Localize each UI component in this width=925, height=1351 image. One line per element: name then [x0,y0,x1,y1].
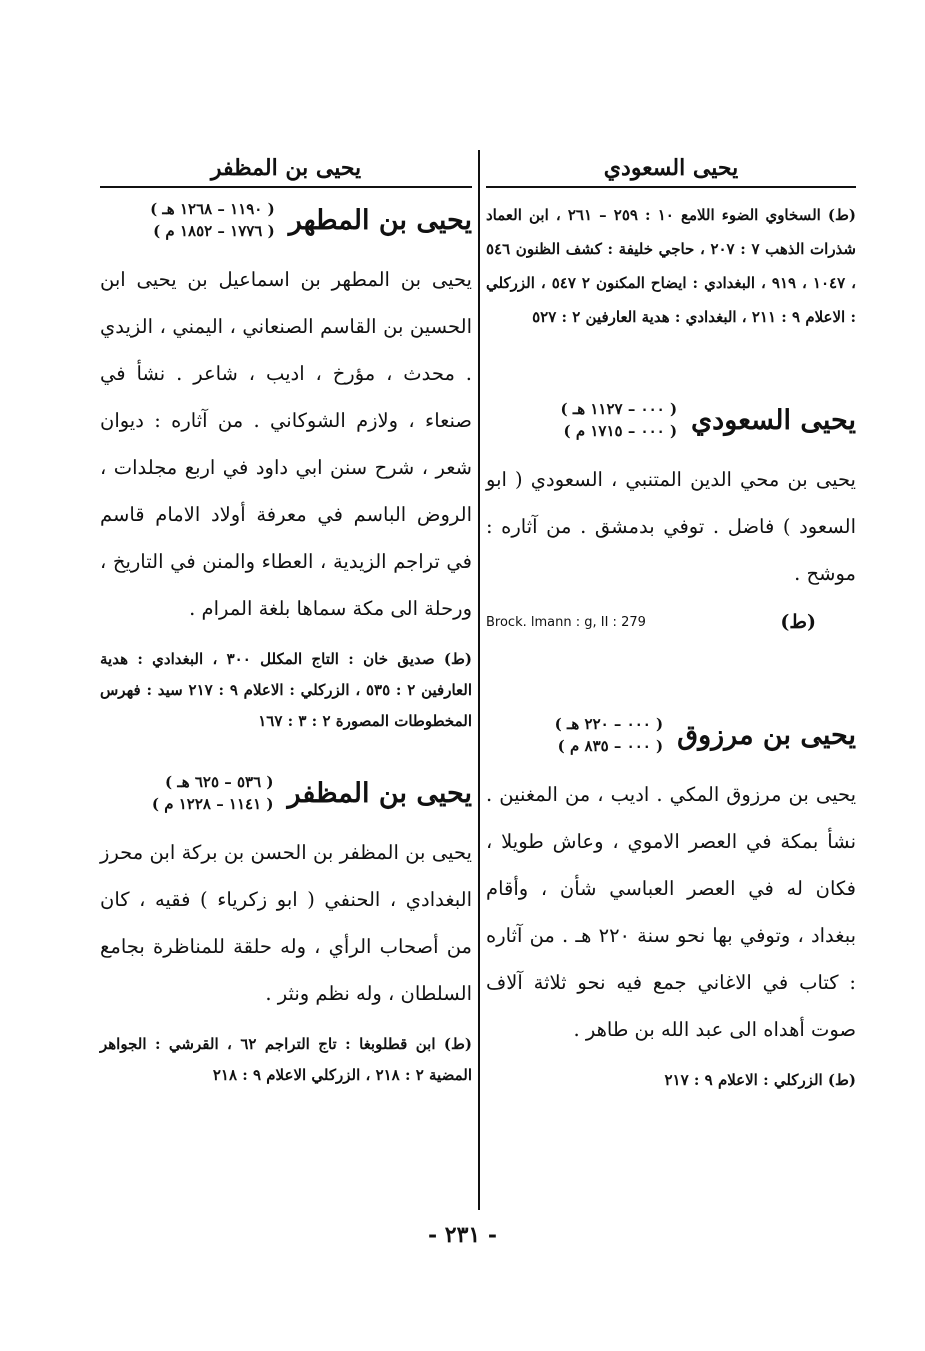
entry-yahya-ibn-al-mutahhar [100,198,472,737]
entry-text: يحيى بن المطهر بن اسماعيل بن يحيى ابن الحسين بن القاسم الصنعاني ، اليمني ، الزيدي . محدث ، مؤرخ ، اديب ، شاعر . نشأ في صنعاء ، ولازم الشوكاني . من آثاره : ديوان شعر ، شرح سنن ابي داود في اربع مجلدات ، الروض الباسم في معرفة أولاد الامام قاسم في تراجم الزيدية ، العطاء والمنن في التاريخ ، ورحلة الى مكة سماها بلغة المرام . [100,268,472,620]
entry-dates [555,713,663,757]
entry-heading [100,198,472,242]
entry-dates [150,198,275,242]
entry-name: يحيى بن المظفر [287,777,472,809]
entry-name: يحيى السعودي [691,404,856,436]
header-rule-right [486,186,856,188]
entry-heading [100,771,472,815]
entry-yahya-al-saudi [486,398,856,633]
entry-refs: (ط) صديق خان : التاج المكلل ٣٠٠ ، البغدادي : هدية العارفين ٢ : ٥٣٥ ، الزركلي : الاعلام ٩ : ٢١٧ سيد : فهرس المخطوطات المصورة ٢ : ٣ : ١٦٧ [100,650,472,730]
entry-text: يحيى بن مرزوق المكي . اديب ، من المغنين . نشأ بمكة في العصر الاموي ، وعاش طويلا ، فكان له في العصر العباسي شأن ، وأقام ببغداد ، وتوفي بها نحو سنة ٢٢٠ هـ . من آثاره : كتاب في الاغاني جمع فيه نحو ثلاثة آلاف صوت أهداه الى عبد الله بن طاهر . [486,783,857,1041]
ref-mark: (ط) [780,611,816,633]
entry-heading [486,713,856,757]
right-column [486,150,856,1130]
date-hijri: ( ١١٩٠ – ١٢٦٨ هـ ) [150,200,275,218]
entry-yahya-ibn-al-muzaffar [100,771,472,1091]
latin-ref-text: Brock. lmann : g, II : 279 [486,614,646,630]
continuation-refs: (ط) السخاوي الضوء اللامع ١٠ : ٢٥٩ – ٢٦١ ، ابن العماد شذرات الذهب ٧ : ٢٠٧ ، حاجي خليفة : كشف الظنون ٥٤٦ ، ١٠٤٧ ، ٩١٩ ، البغدادي : ايضاح المكنون ٢ ٥٤٧ ، الزركلي : الاعلام ٩ : ٢١١ ، البغدادي : هدية العارفين ٢ : ٥٢٧ [486,206,857,326]
date-hijri: ( ٠٠٠ – ١١٢٧ هـ ) [560,400,678,418]
entry-heading [486,398,856,442]
entry-name: يحيى بن المطهر [288,204,472,236]
entry-refs: (ط) ابن قطلوبغا : تاج التراجم ٦٢ ، القرشي : الجواهر المضية ٢ : ٢١٨ ، الزركلي الاعلام ٩ : ٢١٨ [100,1035,472,1084]
entry-name: يحيى بن مرزوق [677,719,856,751]
page-number: - ٢٣١ - [427,1222,498,1248]
left-column [100,150,472,1125]
column-divider [478,150,480,1210]
date-ad: ( ١١٤١ – ١٢٢٨ م ) [151,795,274,813]
date-hijri: ( ٠٠٠ – ٢٢٠ هـ ) [554,715,664,733]
entry-text: يحيى بن محي الدين المتنبي ، السعودي ( ابو السعود ) فاضل . توفي بدمشق . من آثاره : موشح . [486,468,856,585]
running-head-right: يحيى السعودي [603,155,739,181]
date-hijri: ( ٥٣٦ – ٦٢٥ هـ ) [165,773,274,791]
date-ad: ( ٠٠٠ – ٨٣٥ م ) [557,737,664,755]
entry-dates [561,398,678,442]
entry-refs: (ط) الزركلي : الاعلام ٩ : ٢١٧ [664,1071,856,1089]
entry-dates [152,771,274,815]
date-ad: ( ١٧٧٦ – ١٨٥٢ م ) [153,222,275,240]
header-rule-left [100,186,472,188]
latin-reference [486,611,856,633]
entry-text: يحيى بن المظفر بن الحسن بن بركة ابن محرز البغدادي ، الحنفي ( ابو زكرياء ) فقيه ، كان من أصحاب الرأي ، وله حلقة للمناظرة بجامع السلطان ، وله نظم ونثر . [100,841,472,1005]
running-head-left: يحيى بن المظفر [210,155,362,181]
date-ad: ( ٠٠٠ – ١٧١٥ م ) [563,422,678,440]
entry-yahya-ibn-marzuq [486,713,856,1096]
